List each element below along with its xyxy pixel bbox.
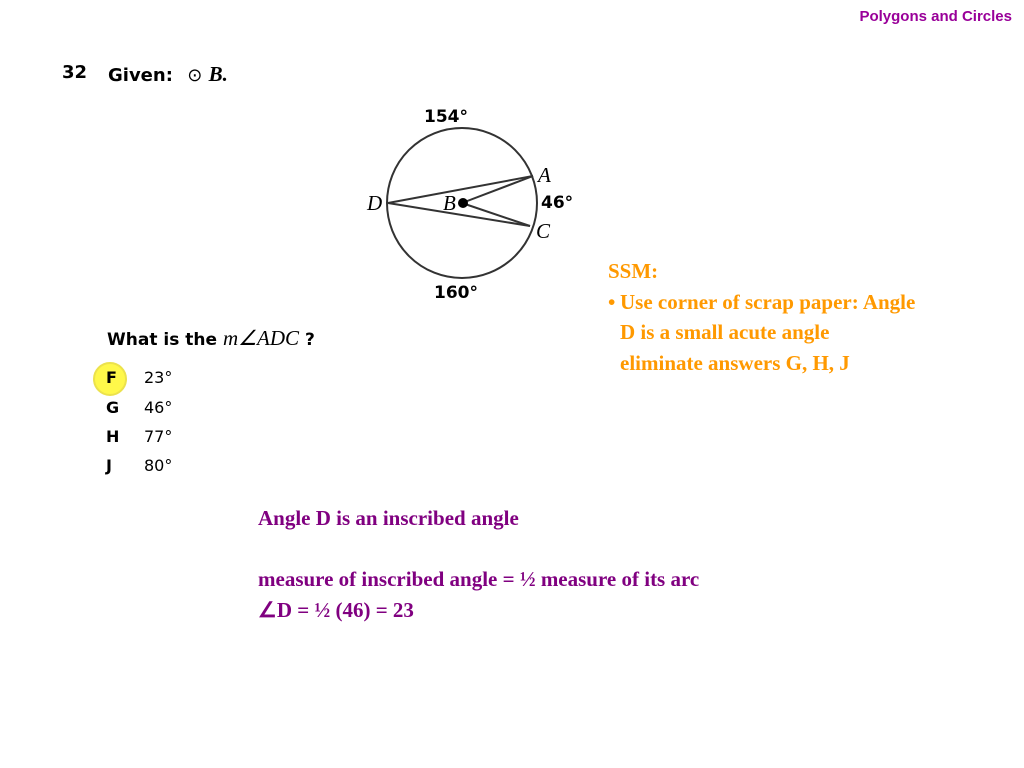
- point-label-c: C: [536, 219, 551, 243]
- choice-value: 80°: [144, 456, 173, 475]
- explanation-line: Angle D is an inscribed angle: [258, 506, 519, 530]
- arc-label-bottom: 160°: [434, 283, 478, 303]
- spacer: [258, 534, 699, 565]
- arc-label-right: 46°: [541, 193, 574, 213]
- ssm-line: D is a small acute angle: [620, 320, 830, 344]
- header-title: Polygons and Circles: [859, 8, 1012, 25]
- point-label-b: B: [443, 191, 456, 215]
- choice-g[interactable]: [106, 398, 172, 417]
- question-prompt: [107, 326, 315, 351]
- choice-letter: H: [106, 427, 120, 446]
- given-label: Given:: [108, 65, 173, 86]
- explanation-line: measure of inscribed angle = ½ measure of its arc: [258, 567, 700, 591]
- ssm-line: eliminate answers G, H, J: [620, 350, 850, 375]
- center-point-b: [458, 198, 468, 208]
- choice-f[interactable]: [106, 368, 172, 387]
- bullet-icon: •: [608, 289, 616, 314]
- ssm-heading: SSM:: [608, 259, 659, 283]
- prompt-math: m∠ADC: [223, 326, 299, 350]
- choice-letter: G: [106, 398, 120, 417]
- choice-value: 77°: [144, 427, 173, 446]
- arc-label-top: 154°: [424, 107, 468, 127]
- radius-ba: [462, 176, 533, 203]
- ssm-note: [608, 256, 998, 378]
- choice-j[interactable]: [106, 456, 172, 475]
- point-label-a: A: [538, 163, 551, 187]
- radius-bc: [462, 203, 530, 226]
- ssm-bullet: [608, 287, 998, 379]
- choice-value: 23°: [144, 368, 173, 387]
- choice-value: 46°: [144, 398, 173, 417]
- choice-letter: J: [106, 456, 112, 475]
- prompt-end: ?: [305, 330, 315, 350]
- point-label-d: D: [367, 191, 383, 215]
- prompt-text: What is the: [107, 330, 217, 350]
- choice-letter: F: [106, 368, 117, 387]
- ssm-line: Use corner of scrap paper: Angle: [620, 289, 916, 314]
- question-number: 32: [62, 62, 88, 83]
- explanation: [258, 503, 699, 625]
- given-circle-name: B.: [208, 62, 228, 86]
- chord-dc: [388, 203, 530, 226]
- choice-h[interactable]: [106, 427, 172, 446]
- explanation-line: ∠D = ½ (46) = 23: [258, 597, 414, 622]
- circle-symbol-icon: ⊙: [187, 65, 203, 86]
